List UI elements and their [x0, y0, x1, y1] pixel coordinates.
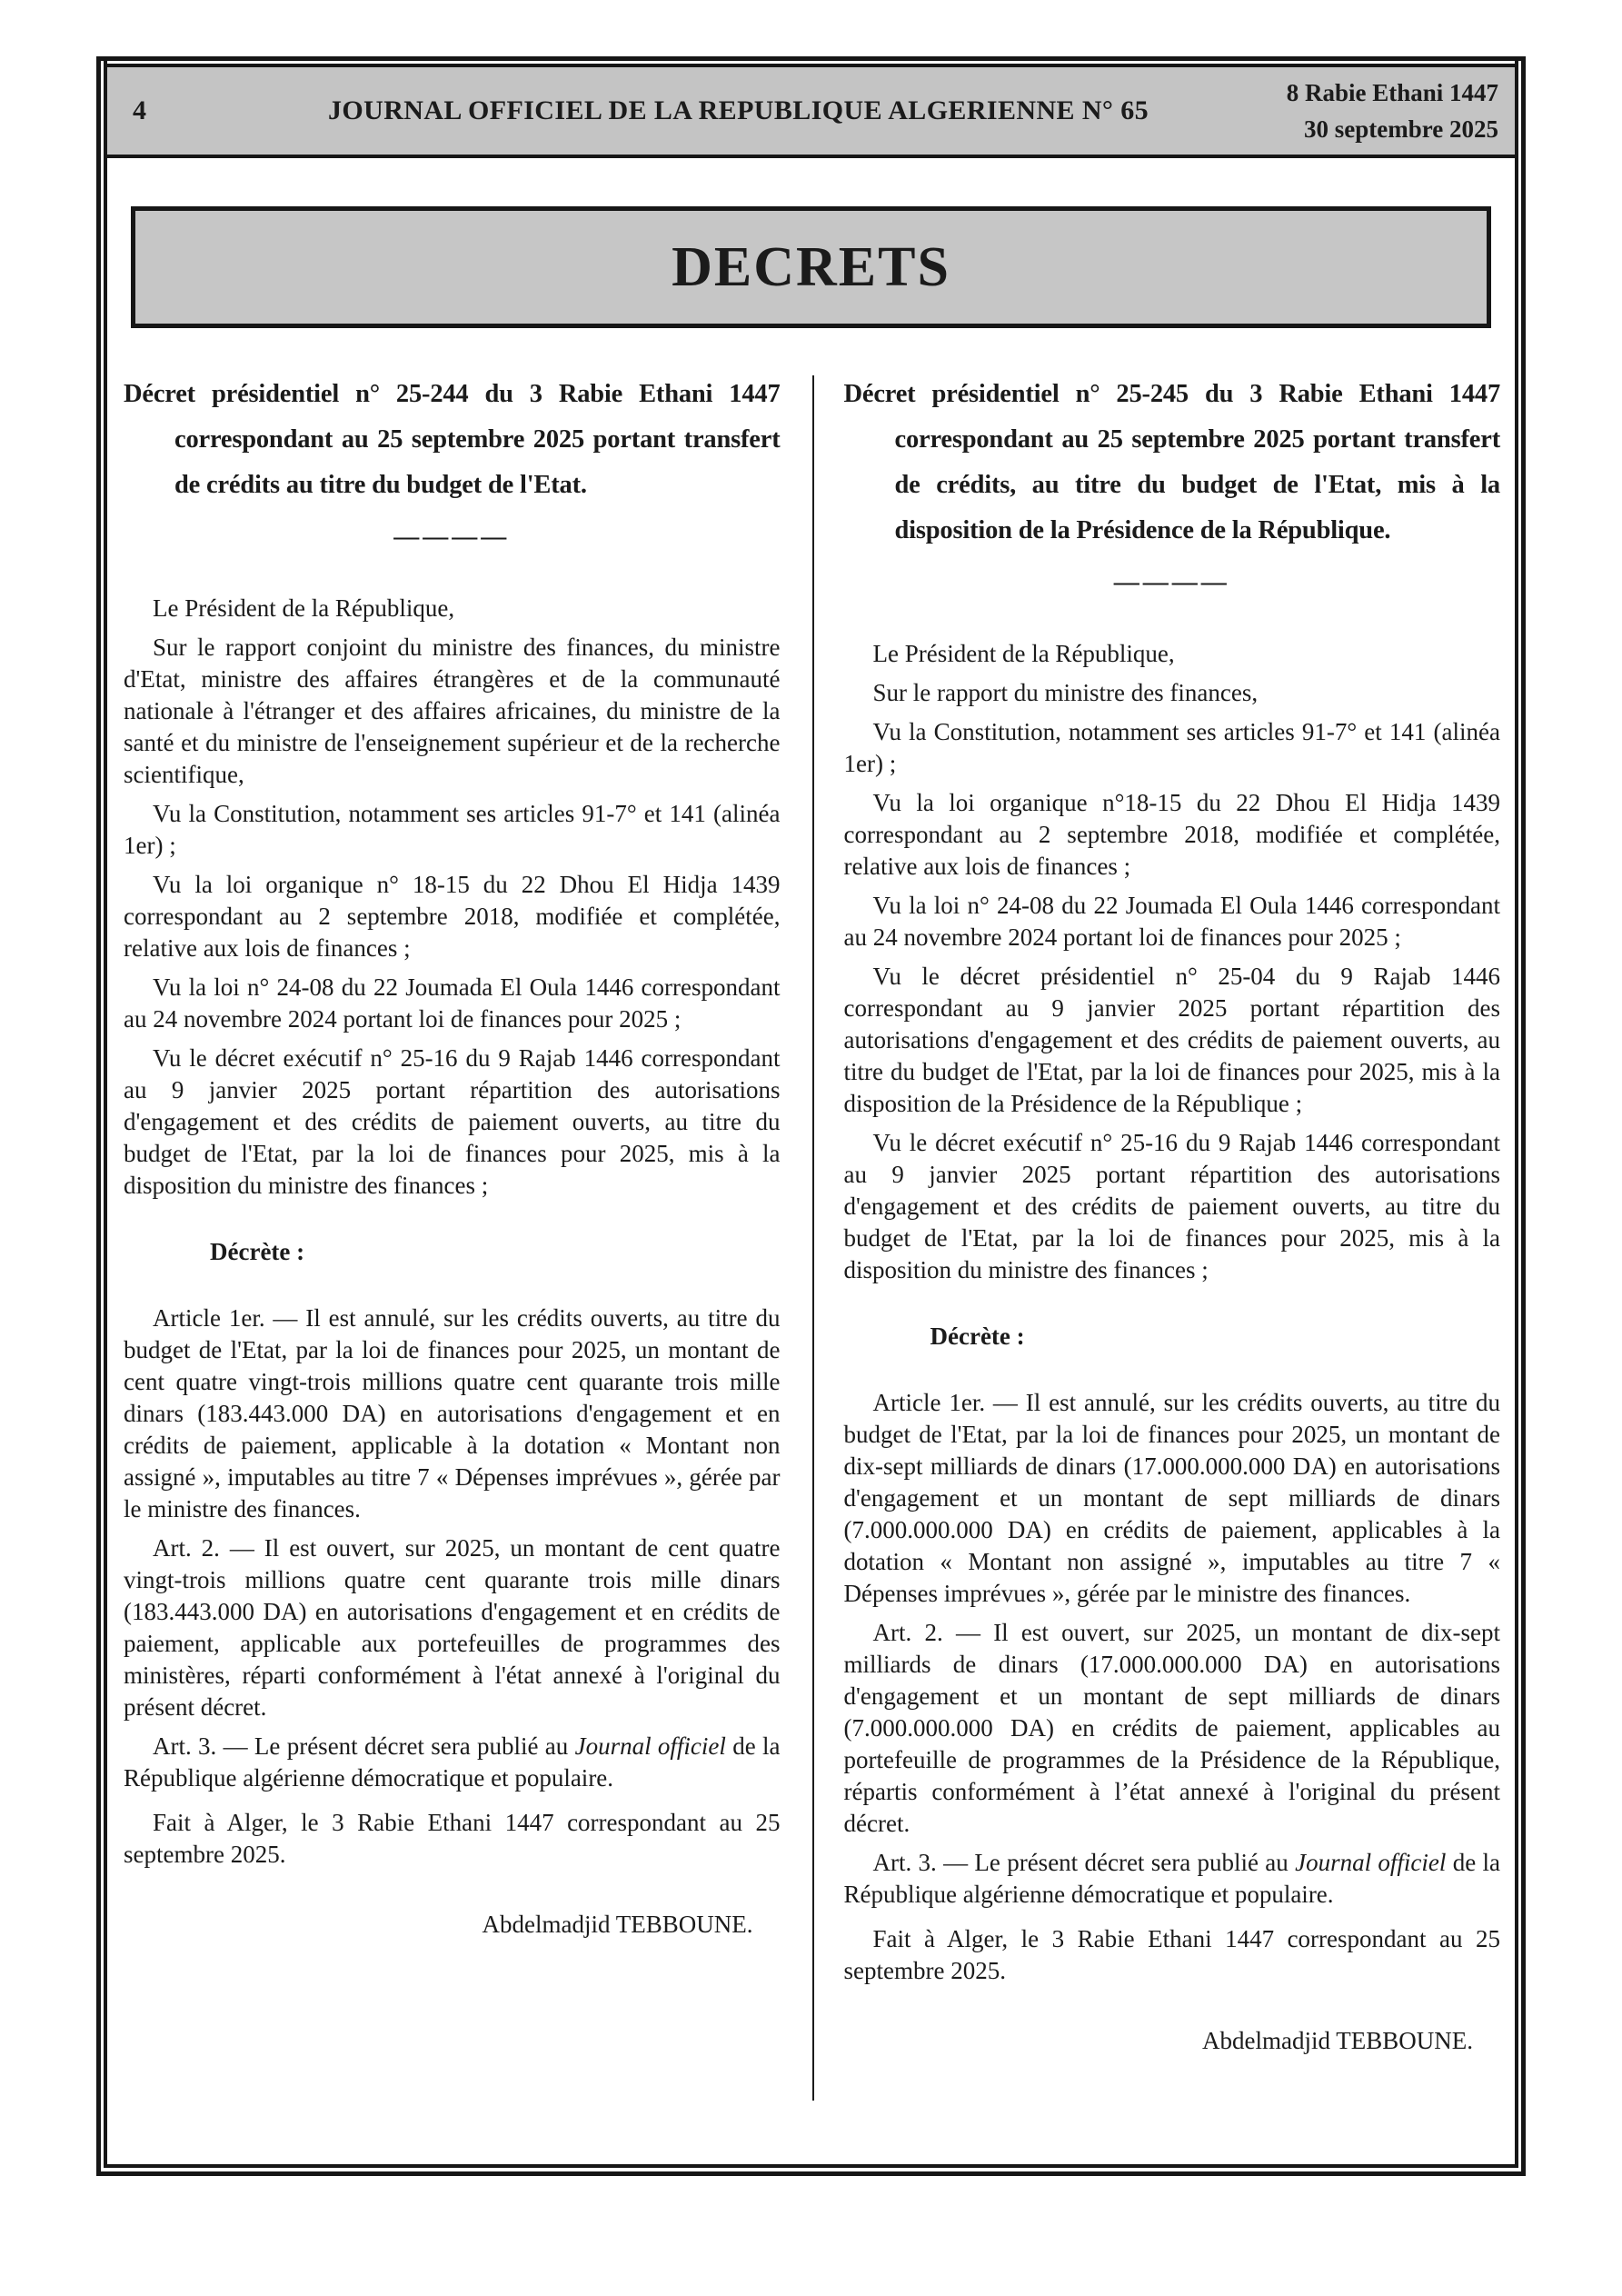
article-3-text: Art. 3. — Le présent décret sera publié au: [872, 1849, 1296, 1876]
section-banner: [131, 206, 1491, 328]
decree-title: Décret présidentiel n° 25-244 du 3 Rabie Ethani 1447 correspondant au 25 septembre 2025 portant transfert de crédits au titre du budget de l'Etat.: [124, 380, 781, 499]
article-3-text: Art. 3. — Le présent décret sera publié au: [153, 1732, 575, 1760]
date-gregorian: 30 septembre 2025: [1304, 115, 1498, 143]
section-banner-label: DECRETS: [672, 235, 950, 298]
masthead: [107, 64, 1515, 158]
paragraph-vu-decret-presidentiel: Vu le décret présidentiel n° 25-04 du 9 Rajab 1446 correspondant au 9 janvier 2025 portant répartition des autorisations d'engagement et des crédits de paiement ouverts, au titre du budget de l'Etat, par la loi de finances pour 2025, mis à la disposition de la Présidence de la République ;: [843, 963, 1500, 1117]
masthead-dates: [1235, 75, 1515, 147]
paragraph-president: Le Président de la République,: [153, 594, 455, 622]
article-1: Article 1er. — Il est annulé, sur les crédits ouverts, au titre du budget de l'Etat, par la loi de finances pour 2025, un montant de dix-sept milliards de dinars (17.000.000.000 DA) en autorisations d'engagement et un montant de sept milliards de dinars (7.000.000.000 DA) en crédits de paiement, applicables à la dotation « Montant non assigné », imputables au titre 7 « Dépenses imprévues », gérée par le ministre des finances.: [843, 1389, 1500, 1607]
paragraph-vu-loi-24-08: Vu la loi n° 24-08 du 22 Joumada El Oula 1446 correspondant au 24 novembre 2024 portant loi de finances pour 2025 ;: [843, 892, 1500, 951]
decree-25-245: [844, 372, 1501, 2128]
article-3-text-end: de la République algérienne démocratique et populaire.: [124, 1732, 781, 1792]
page-number: 4: [133, 95, 146, 125]
paragraph-vu-decret-executif: Vu le décret exécutif n° 25-16 du 9 Rajab 1446 correspondant au 9 janvier 2025 portant répartition des autorisations d'engagement et des crédits de paiement ouverts, au titre du budget de l'Etat, par la loi de finances pour 2025, mis à la disposition du ministre des finances ;: [124, 1044, 781, 1199]
article-3: [844, 1847, 1501, 1911]
column-divider: [812, 375, 814, 2101]
decree-25-244: [124, 372, 781, 2128]
paragraph-vu-constitution: Vu la Constitution, notamment ses articles 91-7° et 141 (alinéa 1er) ;: [124, 800, 781, 859]
decrete-label: Décrète :: [930, 1323, 1025, 1350]
paragraph-vu-loi-organique: Vu la loi organique n° 18-15 du 22 Dhou El Hidja 1439 correspondant au 2 septembre 2018, modifiée et complétée, relative aux lois de finances ;: [124, 871, 781, 962]
paragraph-vu-loi-24-08: Vu la loi n° 24-08 du 22 Joumada El Oula 1446 correspondant au 24 novembre 2024 portant loi de finances pour 2025 ;: [124, 973, 781, 1033]
closing-date: Fait à Alger, le 3 Rabie Ethani 1447 correspondant au 25 septembre 2025.: [843, 1925, 1500, 1984]
decrees-columns: [124, 372, 1500, 2128]
paragraph-vu-decret-executif: Vu le décret exécutif n° 25-16 du 9 Rajab 1446 correspondant au 9 janvier 2025 portant répartition des autorisations d'engagement et des crédits de paiement ouverts, au titre du budget de l'Etat, par la loi de finances pour 2025, mis à la disposition du ministre des finances ;: [843, 1129, 1500, 1283]
article-1: Article 1er. — Il est annulé, sur les crédits ouverts, au titre du budget de l'Etat, par la loi de finances pour 2025, un montant de cent quatre vingt-trois millions quatre cent quarante trois mille dinars (183.443.000 DA) en autorisations d'engagement et en crédits de paiement, applicable à la dotation « Montant non assigné », imputables au titre 7 « Dépenses imprévues », gérée par le ministre des finances.: [124, 1304, 781, 1522]
decrete-label: Décrète :: [210, 1238, 305, 1265]
dash-separator: ————: [393, 523, 511, 551]
journal-officiel-italic: Journal officiel: [574, 1732, 726, 1760]
paragraph-vu-loi-organique: Vu la loi organique n°18-15 du 22 Dhou El Hidja 1439 correspondant au 2 septembre 2018, modifiée et complétée, relative aux lois de finances ;: [843, 789, 1500, 880]
paragraph-president: Le Président de la République,: [872, 640, 1175, 667]
page-frame: [96, 56, 1526, 2176]
date-hijri: 8 Rabie Ethani 1447: [1286, 79, 1498, 106]
dash-separator: ————: [1113, 568, 1230, 596]
paragraph-rapport: Sur le rapport du ministre des finances,: [872, 679, 1259, 706]
article-2: Art. 2. — Il est ouvert, sur 2025, un montant de cent quatre vingt-trois millions quatre cent quarante trois mille dinars (183.443.000 DA) en autorisations d'engagement et en crédits de paiement, applicable aux portefeuilles de programmes des ministères, réparti conformément à l'état annexé à l'original du présent décret.: [124, 1534, 781, 1721]
signature: Abdelmadjid TEBBOUNE.: [1202, 2027, 1473, 2054]
journal-title: JOURNAL OFFICIEL DE LA REPUBLIQUE ALGERIENNE N° 65: [328, 95, 1149, 125]
paragraph-vu-constitution: Vu la Constitution, notamment ses articles 91-7° et 141 (alinéa 1er) ;: [843, 718, 1500, 777]
decree-title: Décret présidentiel n° 25-245 du 3 Rabie Ethani 1447 correspondant au 25 septembre 2025 portant transfert de crédits, au titre du budget de l'Etat, mis à la disposition de la Présidence de la République.: [843, 380, 1500, 544]
article-3: [124, 1731, 781, 1794]
closing-date: Fait à Alger, le 3 Rabie Ethani 1447 correspondant au 25 septembre 2025.: [124, 1809, 781, 1868]
article-2: Art. 2. — Il est ouvert, sur 2025, un montant de dix-sept milliards de dinars (17.000.000.000 DA) en autorisations d'engagement et un montant de sept milliards de dinars (7.000.000.000 DA) en crédits de paiement, applicables au portefeuille de programmes de la Présidence de la République, répartis conformément à l’état annexé à l'original du présent décret.: [843, 1619, 1500, 1837]
paragraph-rapport: Sur le rapport conjoint du ministre des finances, du ministre d'Etat, ministre des affaires étrangères et de la communauté nationale à l'étranger et des affaires africaines, du ministre de la santé et du ministre de l'enseignement supérieur et de la recherche scientifique,: [124, 634, 781, 788]
article-3-text-end: de la République algérienne démocratique et populaire.: [843, 1849, 1500, 1908]
signature: Abdelmadjid TEBBOUNE.: [482, 1911, 753, 1938]
page-frame-inner: [104, 61, 1518, 2168]
journal-officiel-italic: Journal officiel: [1295, 1849, 1447, 1876]
